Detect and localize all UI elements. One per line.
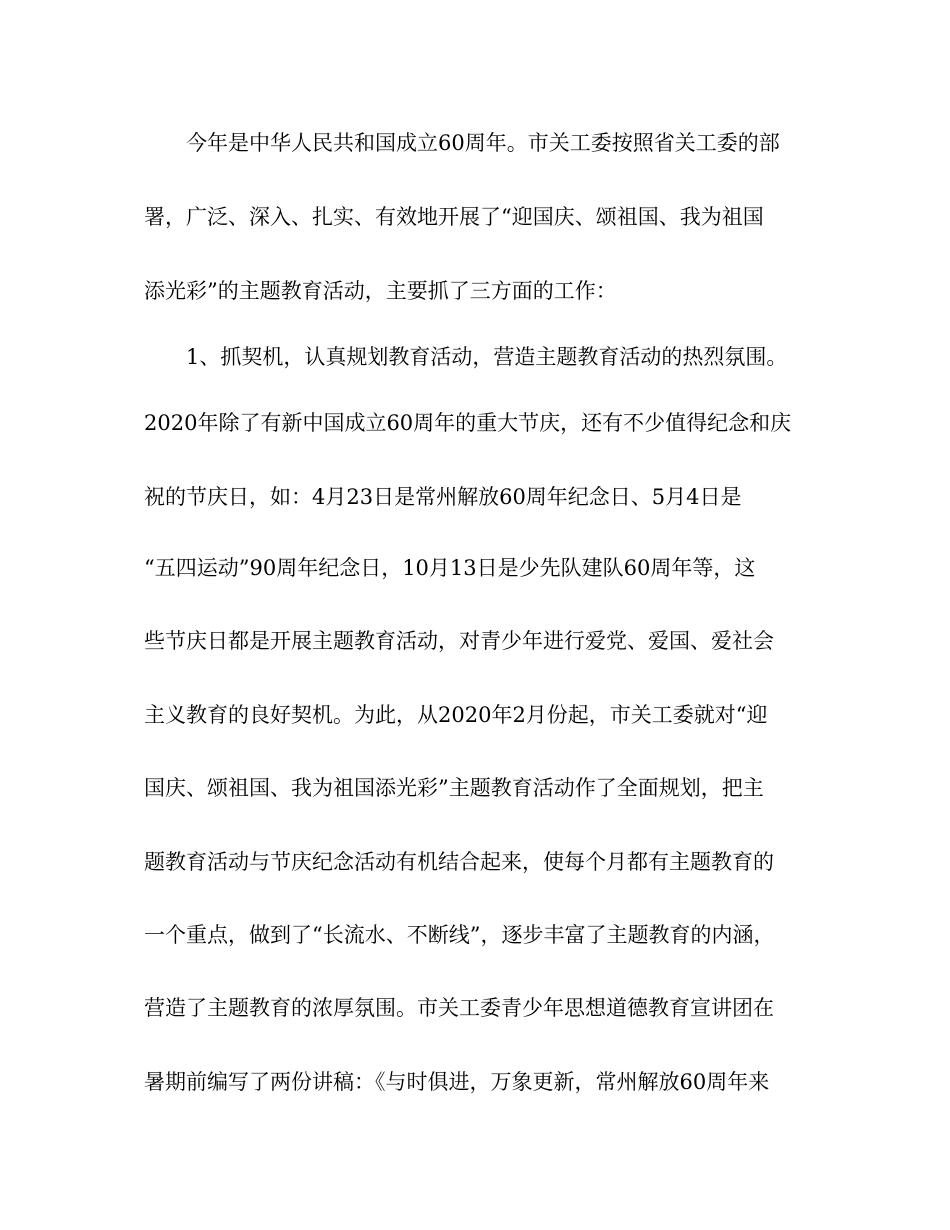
paragraph-2-line-10: 营造了主题教育的浓厚氛围。市关工委青少年思想道德教育宣讲团在 — [144, 996, 774, 1020]
paragraph-2-line-3: 祝的节庆日，如：4月23日是常州解放60周年纪念日、5月4日是 — [144, 485, 742, 509]
paragraph-2-line-2: 2020年除了有新中国成立60周年的重大节庆，还有不少值得纪念和庆 — [144, 411, 792, 435]
paragraph-2-line-1: 1、抓契机，认真规划教育活动，营造主题教育活动的热烈氛围。 — [186, 345, 788, 369]
paragraph-2-line-4: “五四运动”90周年纪念日，10月13日是少先队建队60周年等，这 — [144, 556, 756, 580]
paragraph-2-line-9: 一个重点，做到了“长流水、不断线”，逐步丰富了主题教育的内涵， — [144, 923, 775, 947]
paragraph-2-line-5: 些节庆日都是开展主题教育活动，对青少年进行爱党、爱国、爱社会 — [144, 629, 774, 653]
paragraph-2-line-6: 主义教育的良好契机。为此，从2020年2月份起，市关工委就对“迎 — [144, 703, 768, 727]
paragraph-2-line-11: 暑期前编写了两份讲稿：《与时俱进，万象更新，常州解放60周年来 — [144, 1070, 770, 1094]
paragraph-1-line-2: 署，广泛、深入、扎实、有效地开展了“迎国庆、颂祖国、我为祖国 — [144, 205, 764, 229]
paragraph-1-line-3: 添光彩”的主题教育活动，主要抓了三方面的工作： — [144, 279, 617, 303]
paragraph-2-line-8: 题教育活动与节庆纪念活动有机结合起来，使每个月都有主题教育的 — [144, 850, 774, 874]
paragraph-2-line-7: 国庆、颂祖国、我为祖国添光彩”主题教育活动作了全面规划，把主 — [144, 776, 764, 800]
paragraph-1-line-1: 今年是中华人民共和国成立60周年。市关工委按照省关工委的部 — [186, 131, 780, 155]
